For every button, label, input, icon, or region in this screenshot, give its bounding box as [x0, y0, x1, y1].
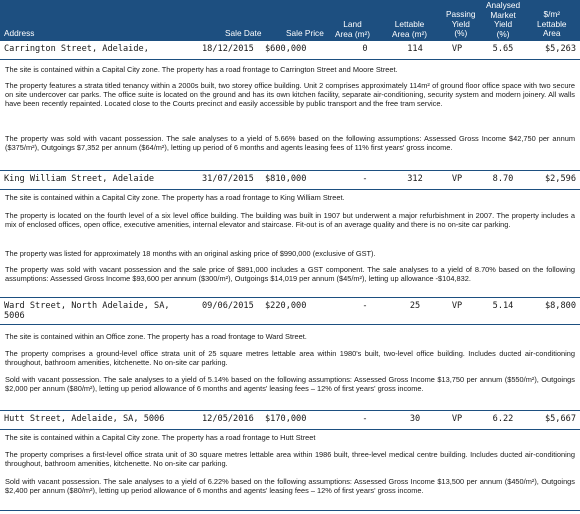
table-header — [0, 0, 580, 40]
property-king-william-street — [0, 170, 580, 190]
property-summary-row — [0, 170, 580, 190]
property-lettable-area: 25 — [409, 301, 421, 311]
header-analysed-market-yield: Analysed Market Yield (%) — [486, 0, 521, 39]
property-paragraph: The property is located on the fourth level of a six level office building. The building was built in 1907 but underwent a major refurbishment in 2007. The property includes a mix of enclosed offices, open office, executive amenities, internal elevator and staircase. Fit-out is of an average quality and there is no on-site car parking. — [5, 211, 575, 230]
property-paragraph: The site is contained within a Capital City zone. The property has a road frontage to King William Street. — [5, 193, 345, 202]
header-lettable-area: Lettable Area (m²) — [392, 19, 428, 39]
property-paragraph: The site is contained within a Capital City zone. The property has a road frontage to Carrington Street and Moore Street. — [5, 65, 398, 74]
property-land-area: - — [362, 301, 368, 311]
property-sale-price: $810,000 — [265, 174, 307, 184]
header-sale-date: Sale Date — [225, 28, 262, 38]
property-sale-price: $600,000 — [265, 44, 307, 54]
property-passing-yield: VP — [451, 44, 463, 54]
property-passing-yield: VP — [451, 414, 463, 424]
property-sale-date: 18/12/2015 — [202, 44, 254, 54]
property-address: King William Street, Adelaide — [4, 174, 155, 184]
property-rate: $5,667 — [544, 414, 576, 424]
property-market-yield: 5.14 — [492, 301, 514, 311]
property-sale-price: $170,000 — [265, 414, 307, 424]
property-paragraph: The property comprises a ground-level office strata unit of 25 square metres lettable area within 1980's built, two-level office building. Includes ducted air-conditioning throughout, bathroom amenities, kitchenette. No on-site car parking. — [5, 349, 575, 368]
property-land-area: - — [362, 414, 368, 424]
property-summary-row — [0, 40, 580, 60]
property-market-yield: 8.70 — [492, 174, 514, 184]
property-address: Carrington Street, Adelaide, — [4, 44, 149, 54]
bottom-divider — [0, 510, 580, 511]
property-lettable-area: 30 — [409, 414, 421, 424]
property-paragraph: The site is contained within an Office zone. The property has a road frontage to Ward Street. — [5, 332, 307, 341]
property-market-yield: 5.65 — [492, 44, 514, 54]
property-paragraph: The property features a strata titled tenancy within a 2000s built, two storey office building. Unit 2 comprises approximately 114m² of ground floor office space with two secure on site undercover car parks. The office suite is located on the ground and has its own kitchen facility, separate air-conditioning, security system and modern joinery. All walls have been recently repainted. Located close to the Courts precinct and easily accessible by public transport and the free tram service. — [5, 81, 575, 109]
property-lettable-area: 114 — [407, 44, 423, 54]
property-rate: $5,263 — [544, 44, 576, 54]
property-address: Hutt Street, Adelaide, SA, 5006 — [4, 414, 165, 424]
property-lettable-area: 312 — [407, 174, 423, 184]
property-paragraph: The property comprises a first-level office strata unit of 30 square metres lettable area within 1986 built, three-level medical centre building. Includes ducted air-conditioning throughout, bathroom amenities, kitchenette. No on-site car parking. — [5, 450, 575, 469]
property-address: Ward Street, North Adelaide, SA, — [4, 301, 170, 311]
property-paragraph: Sold with vacant possession. The sale analyses to a yield of 6.22% based on the following assumptions: Assessed Gross Income $13,500 per annum ($450/m²), Outgoings $2,400 per annum ($80/m²), letting up period allowance of 6 months and agents' leasing fees – 12% of first years' gross income. — [5, 477, 575, 496]
property-passing-yield: VP — [451, 301, 463, 311]
property-paragraph: Sold with vacant possession. The sale analyses to a yield of 5.14% based on the following assumptions: Assessed Gross Income $13,750 per annum ($550/m²), Outgoings $2,000 per annum ($80/m²), letting up period allowance of 6 months and agents' leasing fees – 12% of first years' gross income. — [5, 375, 575, 394]
property-summary-row — [0, 297, 580, 325]
property-sale-date: 09/06/2015 — [202, 301, 254, 311]
header-rate-per-sqm: $/m² Lettable Area — [537, 9, 567, 38]
property-paragraph: The property was sold with vacant possession and the sale price of $891,000 includes a GST component. The sale analyses to a yield of 8.70% based on the following assumptions: Assessed Gross Income $93,600 per annum ($300/m²), Outgoings $14,019 per annum ($45/m²), letting up allowance -$104,832. — [5, 265, 575, 284]
property-carrington-street — [0, 40, 580, 60]
property-land-area: - — [362, 174, 368, 184]
property-rate: $8,800 — [544, 301, 576, 311]
header-sale-price: Sale Price — [286, 28, 324, 38]
property-paragraph: The property was sold with vacant possession. The sale analyses to a yield of 5.66% based on the following assumptions: Assessed Gross Income $42,750 per annum ($375/m²), Outgoings $7,352 per annum ($64/m²), letting up period of 6 months and agents leasing fees of 11% first years' gross income. — [5, 134, 575, 153]
property-passing-yield: VP — [451, 174, 463, 184]
property-sale-date: 12/05/2016 — [202, 414, 254, 424]
header-land-area: Land Area (m²) — [335, 19, 371, 39]
property-address-line2: 5006 — [4, 311, 25, 321]
property-paragraph: The property was listed for approximately 18 months with an original asking price of $990,000 (exclusive of GST). — [5, 249, 376, 258]
property-market-yield: 6.22 — [492, 414, 514, 424]
property-ward-street — [0, 297, 580, 325]
property-summary-row — [0, 410, 580, 430]
property-sale-date: 31/07/2015 — [202, 174, 254, 184]
property-sale-price: $220,000 — [265, 301, 307, 311]
property-rate: $2,596 — [544, 174, 576, 184]
header-address: Address — [4, 28, 35, 38]
property-paragraph: The site is contained within a Capital City zone. The property has a road frontage to Hutt Street — [5, 433, 316, 442]
property-land-area: 0 — [362, 44, 368, 54]
header-passing-yield: Passing Yield (%) — [446, 9, 476, 38]
property-hutt-street — [0, 410, 580, 430]
